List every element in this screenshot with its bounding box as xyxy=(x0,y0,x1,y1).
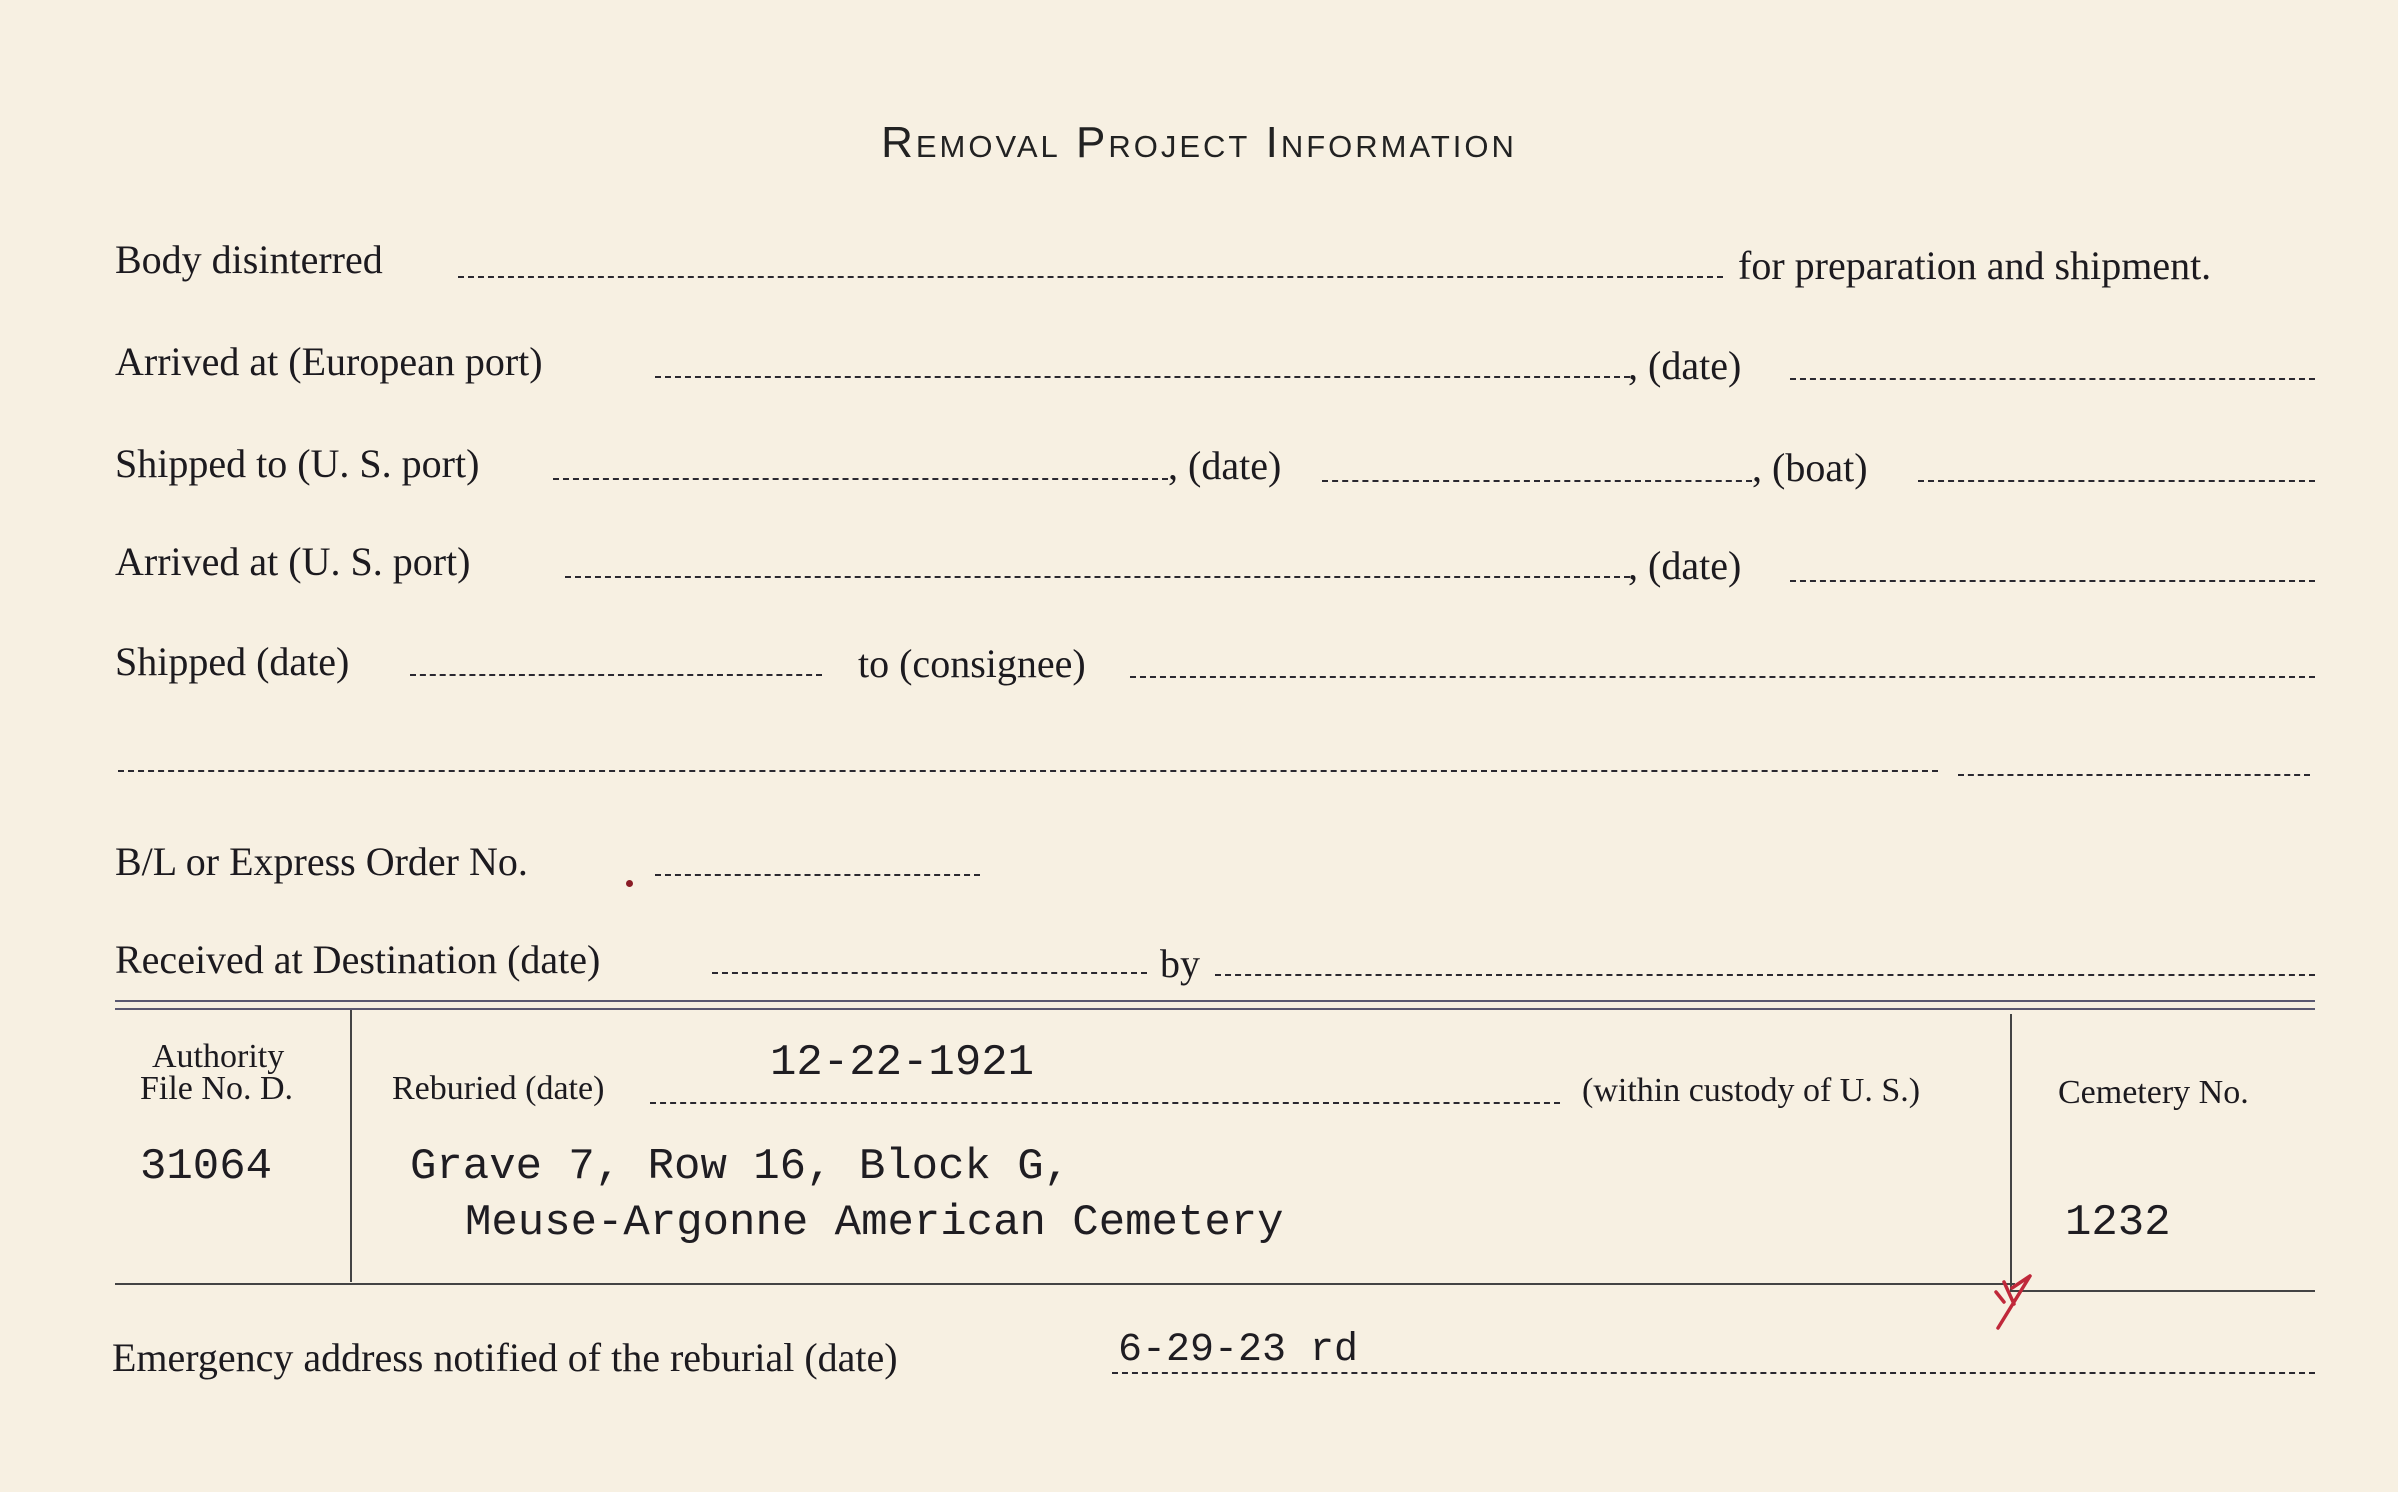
box-divider-right xyxy=(2010,1014,2012,1290)
date1-line[interactable] xyxy=(1790,378,2315,380)
emergency-date: 6-29-23 rd xyxy=(1118,1328,1359,1373)
shipped-date-label: Shipped (date) xyxy=(115,639,350,684)
bl-order-line[interactable] xyxy=(655,874,980,876)
cemetery-no-value: 1232 xyxy=(2065,1198,2171,1248)
reburied-date: 12-22-1921 xyxy=(770,1038,1035,1088)
date2-line[interactable] xyxy=(1322,480,1752,482)
body-disinterred-line[interactable] xyxy=(458,276,1723,278)
date3-line[interactable] xyxy=(1790,580,2315,582)
reburied-line[interactable] xyxy=(650,1102,1560,1104)
box-top-rule-2 xyxy=(115,1008,2315,1010)
red-check-mark xyxy=(1990,1262,2050,1332)
grave-line-1: Grave 7, Row 16, Block G, xyxy=(410,1142,1071,1192)
grave-line-2: Meuse-Argonne American Cemetery xyxy=(465,1198,1284,1248)
card-title: Removal Project Information xyxy=(881,118,1517,167)
consignee-line[interactable] xyxy=(1130,676,2315,678)
emergency-line[interactable] xyxy=(1112,1372,2315,1374)
consignee-line-3[interactable] xyxy=(1958,774,2310,776)
received-dest-label: Received at Destination (date) xyxy=(115,937,601,982)
consignee-line-2[interactable] xyxy=(118,770,1938,772)
arrived-european-label: Arrived at (European port) xyxy=(115,339,543,384)
box-top-rule xyxy=(115,1000,2315,1002)
shipped-to-us-label: Shipped to (U. S. port) xyxy=(115,441,480,486)
emergency-label: Emergency address notified of the reburial (date) xyxy=(112,1335,898,1380)
to-consignee-label: to (consignee) xyxy=(858,641,1086,686)
authority-label: Authority xyxy=(152,1038,285,1075)
for-prep-label: for preparation and shipment. xyxy=(1738,243,2212,288)
by-label: by xyxy=(1160,941,1200,986)
cemetery-no-label: Cemetery No. xyxy=(2058,1074,2249,1111)
date1-label: , (date) xyxy=(1628,343,1742,388)
by-line[interactable] xyxy=(1215,974,2315,976)
box-bottom-rule xyxy=(115,1283,2015,1285)
boat-label: , (boat) xyxy=(1752,445,1868,490)
box-divider-left xyxy=(350,1010,352,1282)
bl-order-label: B/L or Express Order No. xyxy=(115,839,528,884)
shipped-date-line[interactable] xyxy=(410,674,822,676)
arrived-european-line[interactable] xyxy=(655,376,1630,378)
custody-label: (within custody of U. S.) xyxy=(1582,1072,1921,1109)
file-no-label: File No. D. xyxy=(140,1070,293,1107)
body-disinterred-label: Body disinterred xyxy=(115,237,383,282)
date2-label: , (date) xyxy=(1168,443,1282,488)
arrived-us-line[interactable] xyxy=(565,576,1630,578)
reburied-label: Reburied (date) xyxy=(392,1070,605,1107)
shipped-to-us-line[interactable] xyxy=(553,478,1168,480)
boat-line[interactable] xyxy=(1918,480,2315,482)
received-dest-line[interactable] xyxy=(712,972,1147,974)
arrived-us-label: Arrived at (U. S. port) xyxy=(115,539,471,584)
ink-dot xyxy=(626,880,633,887)
box-bottom-rule-right xyxy=(2010,1290,2315,1292)
date3-label: , (date) xyxy=(1628,543,1742,588)
file-no-value: 31064 xyxy=(140,1142,273,1192)
